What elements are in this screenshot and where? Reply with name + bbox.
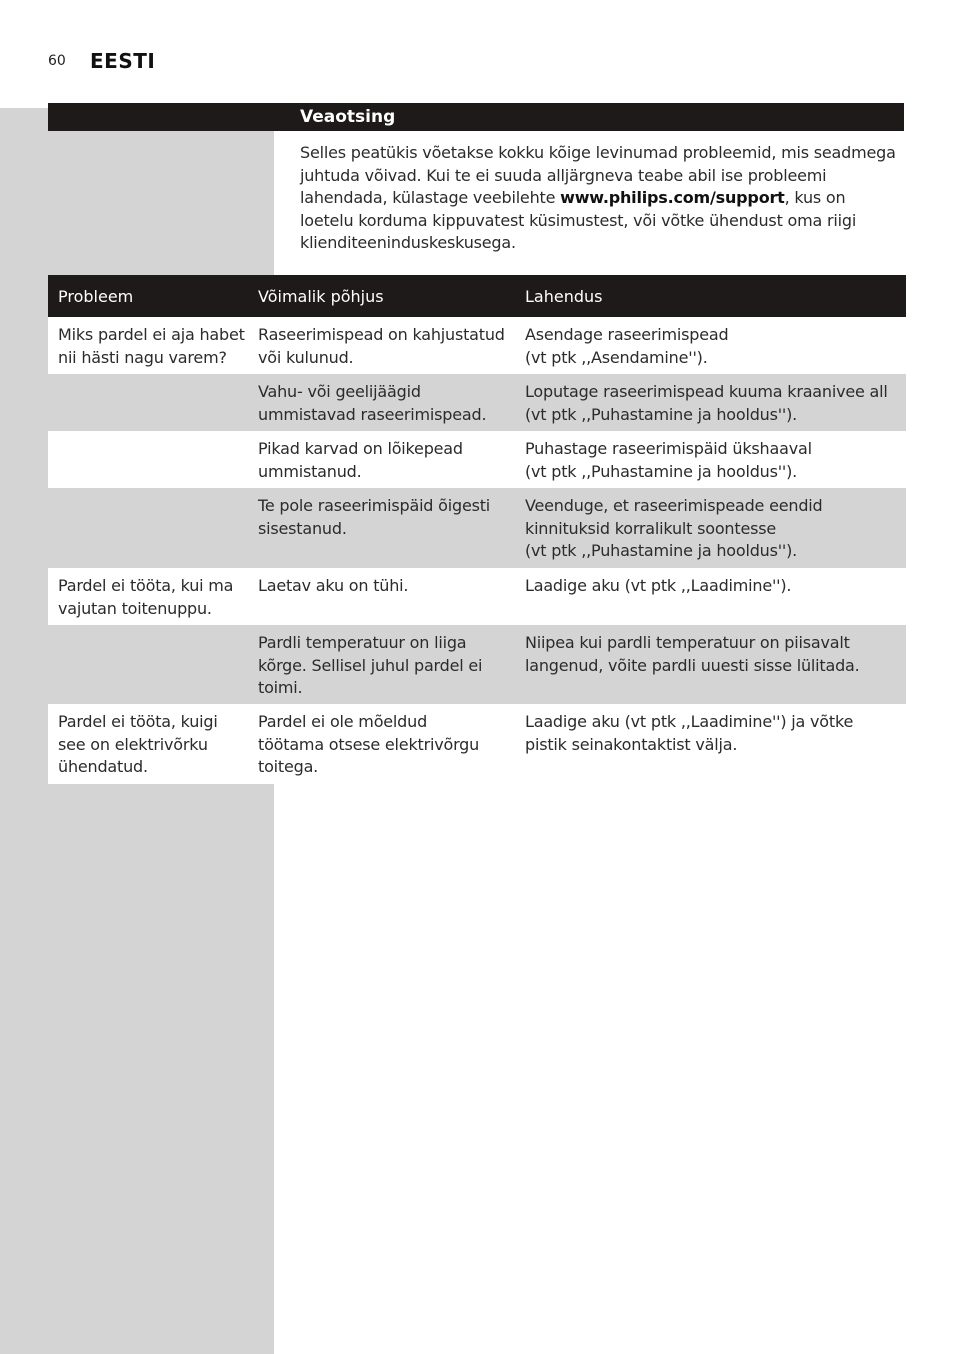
cell-solution: Niipea kui pardli temperatuur on piisavalt langenud, võite pardli uuesti sisse lülitada. (525, 633, 860, 675)
cell-cause: Pardli temperatuur on liiga kõrge. Sellisel juhul pardel ei toimi. (258, 633, 483, 698)
header-problem: Probleem (58, 286, 134, 306)
cell-solution: Puhastage raseerimispäid ükshaaval (vt ptk ,,Puhastamine ja hooldus''). (525, 439, 812, 481)
page-number: 60 (48, 53, 66, 69)
table-row (48, 317, 906, 374)
cell-cause: Laetav aku on tühi. (258, 576, 409, 595)
table-row (48, 625, 906, 704)
cell-cause: Pardel ei ole mõeldud töötama otsese elektrivõrgu toitega. (258, 712, 480, 777)
table-row (48, 568, 906, 625)
section-heading-bar (48, 103, 904, 131)
cell-problem: Miks pardel ei aja habet nii hästi nagu varem? (48, 317, 258, 374)
language-label: EESTI (90, 49, 156, 73)
intro-text-2: , kus on loetelu korduma kippuvatest küsimustest, või võtke ühendust oma riigi klienditeeninduskeskusega. (300, 188, 857, 253)
cell-problem: Pardel ei tööta, kui ma vajutan toitenuppu. (48, 568, 258, 625)
cell-solution: Veenduge, et raseerimispeade eendid kinnituksid korralikult soontesse (vt ptk ,,Puhastamine ja hooldus''). (525, 496, 823, 561)
troubleshooting-table (48, 275, 906, 784)
header-cause: Võimalik põhjus (258, 286, 384, 306)
cell-problem: Pardel ei tööta, kuigi see on elektrivõrku ühendatud. (48, 704, 258, 784)
cell-cause: Raseerimispead on kahjustatud või kulunud. (258, 325, 505, 367)
table-row (48, 488, 906, 568)
section-title: Veaotsing (300, 107, 396, 127)
cell-solution: Loputage raseerimispead kuuma kraanivee all (vt ptk ,,Puhastamine ja hooldus''). (525, 382, 888, 424)
cell-solution: Asendage raseerimispead (vt ptk ,,Asendamine''). (525, 325, 729, 367)
cell-problem (48, 488, 258, 568)
table-header (48, 275, 906, 317)
support-link[interactable]: www.philips.com/support (560, 188, 785, 208)
intro-paragraph (300, 142, 900, 255)
table-row (48, 374, 906, 431)
cell-cause: Te pole raseerimispäid õigesti sisestanud. (258, 496, 491, 538)
intro-text-1: Selles peatükis võetakse kokku kõige levinumad probleemid, mis seadmega juhtuda võivad. Kui te ei suuda alljärgneva teabe abil ise probleemi lahendada, külastage veebilehte (300, 143, 896, 208)
cell-cause: Vahu- või geelijäägid ummistavad raseerimispead. (258, 382, 487, 424)
cell-problem (48, 374, 258, 431)
header-solution: Lahendus (525, 286, 603, 306)
table-row (48, 431, 906, 488)
table-row (48, 704, 906, 784)
cell-solution: Laadige aku (vt ptk ,,Laadimine'') ja võtke pistik seinakontaktist välja. (525, 712, 854, 754)
cell-problem (48, 625, 258, 704)
cell-problem (48, 431, 258, 488)
cell-cause: Pikad karvad on lõikepead ummistanud. (258, 439, 463, 481)
cell-solution: Laadige aku (vt ptk ,,Laadimine''). (525, 576, 792, 595)
